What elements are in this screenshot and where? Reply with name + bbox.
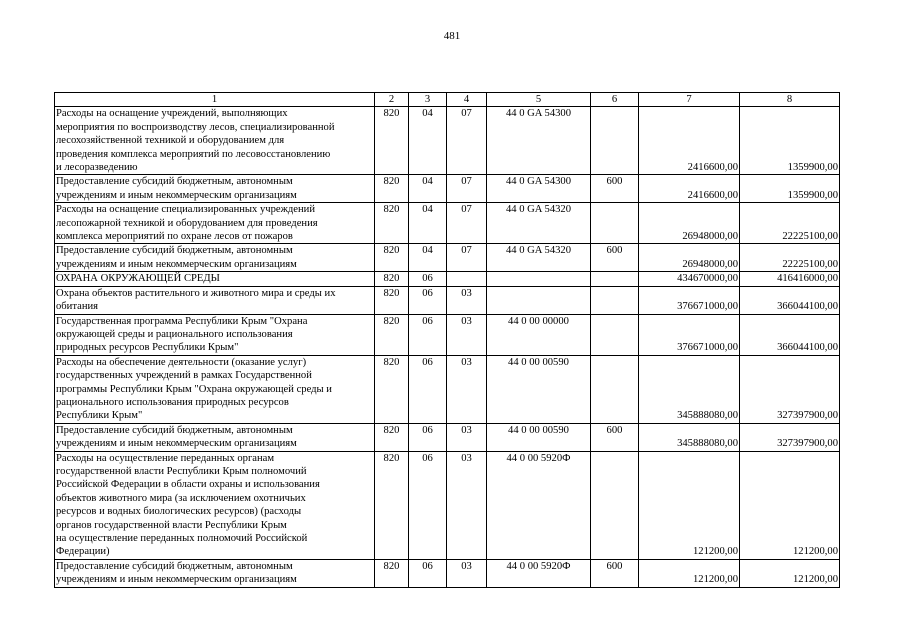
expense-type-cell: [591, 355, 639, 423]
amount-year-1-cell: 2416600,00: [639, 107, 740, 175]
table-row: [55, 203, 840, 244]
table-row: [55, 423, 840, 451]
amount-year-1-cell: 345888080,00: [639, 423, 740, 451]
page-number: 481: [443, 30, 461, 42]
row-name-line: Охрана объектов растительного и животного мира и среды их: [56, 287, 336, 299]
row-name-line: Государственная программа Республики Крым "Охрана: [56, 315, 308, 327]
section-code-cell: 04: [409, 244, 447, 272]
row-name-line: учреждениям и иным некоммерческим организациям: [56, 438, 297, 450]
row-name-line: лесопожарной техникой и оборудованием для проведения: [56, 217, 318, 229]
amount-year-2-cell: 22225100,00: [740, 244, 840, 272]
table-row: [55, 286, 840, 314]
subsection-code-cell: 03: [447, 355, 487, 423]
target-article-cell: 44 0 GA 54300: [487, 107, 591, 175]
amount-year-1-cell: 434670000,00: [639, 272, 740, 286]
expense-type-cell: [591, 314, 639, 355]
column-header: 8: [740, 93, 840, 107]
ministry-code-cell: 820: [375, 355, 409, 423]
amount-year-1-cell: 121200,00: [639, 559, 740, 587]
table-row: [55, 559, 840, 587]
ministry-code-cell: 820: [375, 559, 409, 587]
row-name-cell: [55, 355, 375, 423]
amount-year-2-cell: 366044100,00: [740, 286, 840, 314]
amount-year-2-cell: 22225100,00: [740, 203, 840, 244]
row-name-line: на осуществление переданных полномочий Российской: [56, 533, 308, 544]
section-code-cell: 06: [409, 355, 447, 423]
row-name-line: Предоставление субсидий бюджетным, автономным: [56, 245, 293, 257]
amount-year-2-cell: 327397900,00: [740, 355, 840, 423]
ministry-code-cell: 820: [375, 423, 409, 451]
section-code-cell: 06: [409, 286, 447, 314]
expense-type-cell: [591, 272, 639, 286]
row-name-line: Расходы на оснащение учреждений, выполняющих: [56, 108, 288, 120]
amount-year-2-cell: 416416000,00: [740, 272, 840, 286]
expense-type-cell: 600: [591, 559, 639, 587]
ministry-code-cell: 820: [375, 272, 409, 286]
row-name-line: мероприятия по воспроизводству лесов, специализированной: [56, 121, 335, 133]
row-name-cell: [55, 559, 375, 587]
row-name-cell: [55, 286, 375, 314]
row-name-line: Предоставление субсидий бюджетным, автономным: [56, 424, 293, 436]
row-name-line: Предоставление субсидий бюджетным, автономным: [56, 176, 293, 188]
row-name-line: ОХРАНА ОКРУЖАЮЩЕЙ СРЕДЫ: [56, 273, 220, 285]
row-name-line: ресурсов и водных биологических ресурсов) (расходы: [56, 506, 302, 518]
amount-year-1-cell: 26948000,00: [639, 203, 740, 244]
table-row: [55, 175, 840, 203]
row-name-line: проведения комплекса мероприятий по лесовосстановлению: [56, 148, 331, 160]
target-article-cell: 44 0 GA 54320: [487, 244, 591, 272]
row-name-line: комплекса мероприятий по охране лесов от пожаров: [56, 231, 293, 243]
row-name-line: программы Республики Крым "Охрана окружающей среды и: [56, 383, 332, 395]
target-article-cell: 44 0 GA 54300: [487, 175, 591, 203]
row-name-line: лесохозяйственной техникой и оборудованием для: [56, 135, 285, 147]
expense-type-cell: [591, 107, 639, 175]
target-article-cell: 44 0 00 00590: [487, 355, 591, 423]
section-code-cell: 06: [409, 314, 447, 355]
row-name-line: Российской Федерации в области охраны и использования: [56, 479, 320, 491]
row-name-cell: [55, 244, 375, 272]
row-name-line: Расходы на обеспечение деятельности (оказание услуг): [56, 356, 307, 368]
target-article-cell: 44 0 GA 54320: [487, 203, 591, 244]
column-header: 2: [375, 93, 409, 107]
section-code-cell: 04: [409, 107, 447, 175]
row-name-cell: [55, 203, 375, 244]
amount-year-2-cell: 366044100,00: [740, 314, 840, 355]
budget-table: [54, 92, 840, 588]
column-header: 5: [487, 93, 591, 107]
row-name-line: государственной власти Республики Крым полномочий: [56, 465, 307, 477]
section-code-cell: 06: [409, 423, 447, 451]
expense-type-cell: [591, 203, 639, 244]
row-name-line: и лесоразведению: [56, 162, 138, 174]
subsection-code-cell: 03: [447, 559, 487, 587]
table-row: [55, 314, 840, 355]
row-name-cell: [55, 423, 375, 451]
row-name-cell: [55, 175, 375, 203]
amount-year-2-cell: 121200,00: [740, 451, 840, 559]
column-header: 1: [55, 93, 375, 107]
row-name-line: Расходы на осуществление переданных органам: [56, 452, 275, 464]
row-name-cell: [55, 272, 375, 286]
ministry-code-cell: 820: [375, 314, 409, 355]
amount-year-2-cell: 121200,00: [740, 559, 840, 587]
section-code-cell: 04: [409, 175, 447, 203]
row-name-line: природных ресурсов Республики Крым": [56, 342, 239, 354]
row-name-line: учреждениям и иным некоммерческим организациям: [56, 574, 297, 586]
column-header: 7: [639, 93, 740, 107]
row-name-line: Расходы на оснащение специализированных учреждений: [56, 204, 316, 216]
amount-year-1-cell: 376671000,00: [639, 286, 740, 314]
subsection-code-cell: 03: [447, 314, 487, 355]
expense-type-cell: [591, 286, 639, 314]
row-name-line: государственных учреждений в рамках Государственной: [56, 370, 312, 382]
expense-type-cell: 600: [591, 423, 639, 451]
subsection-code-cell: 07: [447, 244, 487, 272]
row-name-line: Республики Крым": [56, 410, 143, 422]
table-row: [55, 244, 840, 272]
section-code-cell: 06: [409, 272, 447, 286]
row-name-cell: [55, 451, 375, 559]
target-article-cell: 44 0 00 5920Ф: [487, 559, 591, 587]
subsection-code-cell: 07: [447, 175, 487, 203]
amount-year-1-cell: 376671000,00: [639, 314, 740, 355]
subsection-code-cell: [447, 272, 487, 286]
target-article-cell: [487, 286, 591, 314]
table-row: [55, 451, 840, 559]
column-header: 3: [409, 93, 447, 107]
expense-type-cell: 600: [591, 175, 639, 203]
expense-type-cell: [591, 451, 639, 559]
section-code-cell: 04: [409, 203, 447, 244]
subsection-code-cell: 03: [447, 451, 487, 559]
ministry-code-cell: 820: [375, 175, 409, 203]
row-name-line: органов государственной власти Республики Крым: [56, 519, 287, 531]
ministry-code-cell: 820: [375, 244, 409, 272]
amount-year-1-cell: 26948000,00: [639, 244, 740, 272]
ministry-code-cell: 820: [375, 451, 409, 559]
row-name-line: учреждениям и иным некоммерческим организациям: [56, 258, 297, 270]
ministry-code-cell: 820: [375, 107, 409, 175]
target-article-cell: 44 0 00 00590: [487, 423, 591, 451]
ministry-code-cell: 820: [375, 203, 409, 244]
table-row: [55, 355, 840, 423]
table-body: [55, 107, 840, 587]
row-name-line: окружающей среды и рационального использования: [56, 328, 293, 340]
amount-year-1-cell: 2416600,00: [639, 175, 740, 203]
target-article-cell: [487, 272, 591, 286]
amount-year-2-cell: 1359900,00: [740, 175, 840, 203]
amount-year-1-cell: 121200,00: [639, 451, 740, 559]
ministry-code-cell: 820: [375, 286, 409, 314]
column-header: 6: [591, 93, 639, 107]
target-article-cell: 44 0 00 5920Ф: [487, 451, 591, 559]
row-name-line: рационального использования природных ресурсов: [56, 396, 289, 408]
row-name-line: обитания: [56, 301, 99, 313]
subsection-code-cell: 07: [447, 107, 487, 175]
target-article-cell: 44 0 00 00000: [487, 314, 591, 355]
subsection-code-cell: 07: [447, 203, 487, 244]
table-row: [55, 107, 840, 175]
row-name-line: учреждениям и иным некоммерческим организациям: [56, 189, 297, 201]
table-row: [55, 272, 840, 286]
table-header-row: [55, 93, 840, 107]
row-name-line: объектов животного мира (за исключением охотничьих: [56, 492, 306, 504]
expense-type-cell: 600: [591, 244, 639, 272]
amount-year-2-cell: 327397900,00: [740, 423, 840, 451]
amount-year-2-cell: 1359900,00: [740, 107, 840, 175]
amount-year-1-cell: 345888080,00: [639, 355, 740, 423]
row-name-cell: [55, 107, 375, 175]
section-code-cell: 06: [409, 451, 447, 559]
row-name-line: Федерации): [56, 546, 110, 558]
row-name-line: Предоставление субсидий бюджетным, автономным: [56, 560, 293, 572]
subsection-code-cell: 03: [447, 423, 487, 451]
row-name-cell: [55, 314, 375, 355]
subsection-code-cell: 03: [447, 286, 487, 314]
column-header: 4: [447, 93, 487, 107]
section-code-cell: 06: [409, 559, 447, 587]
